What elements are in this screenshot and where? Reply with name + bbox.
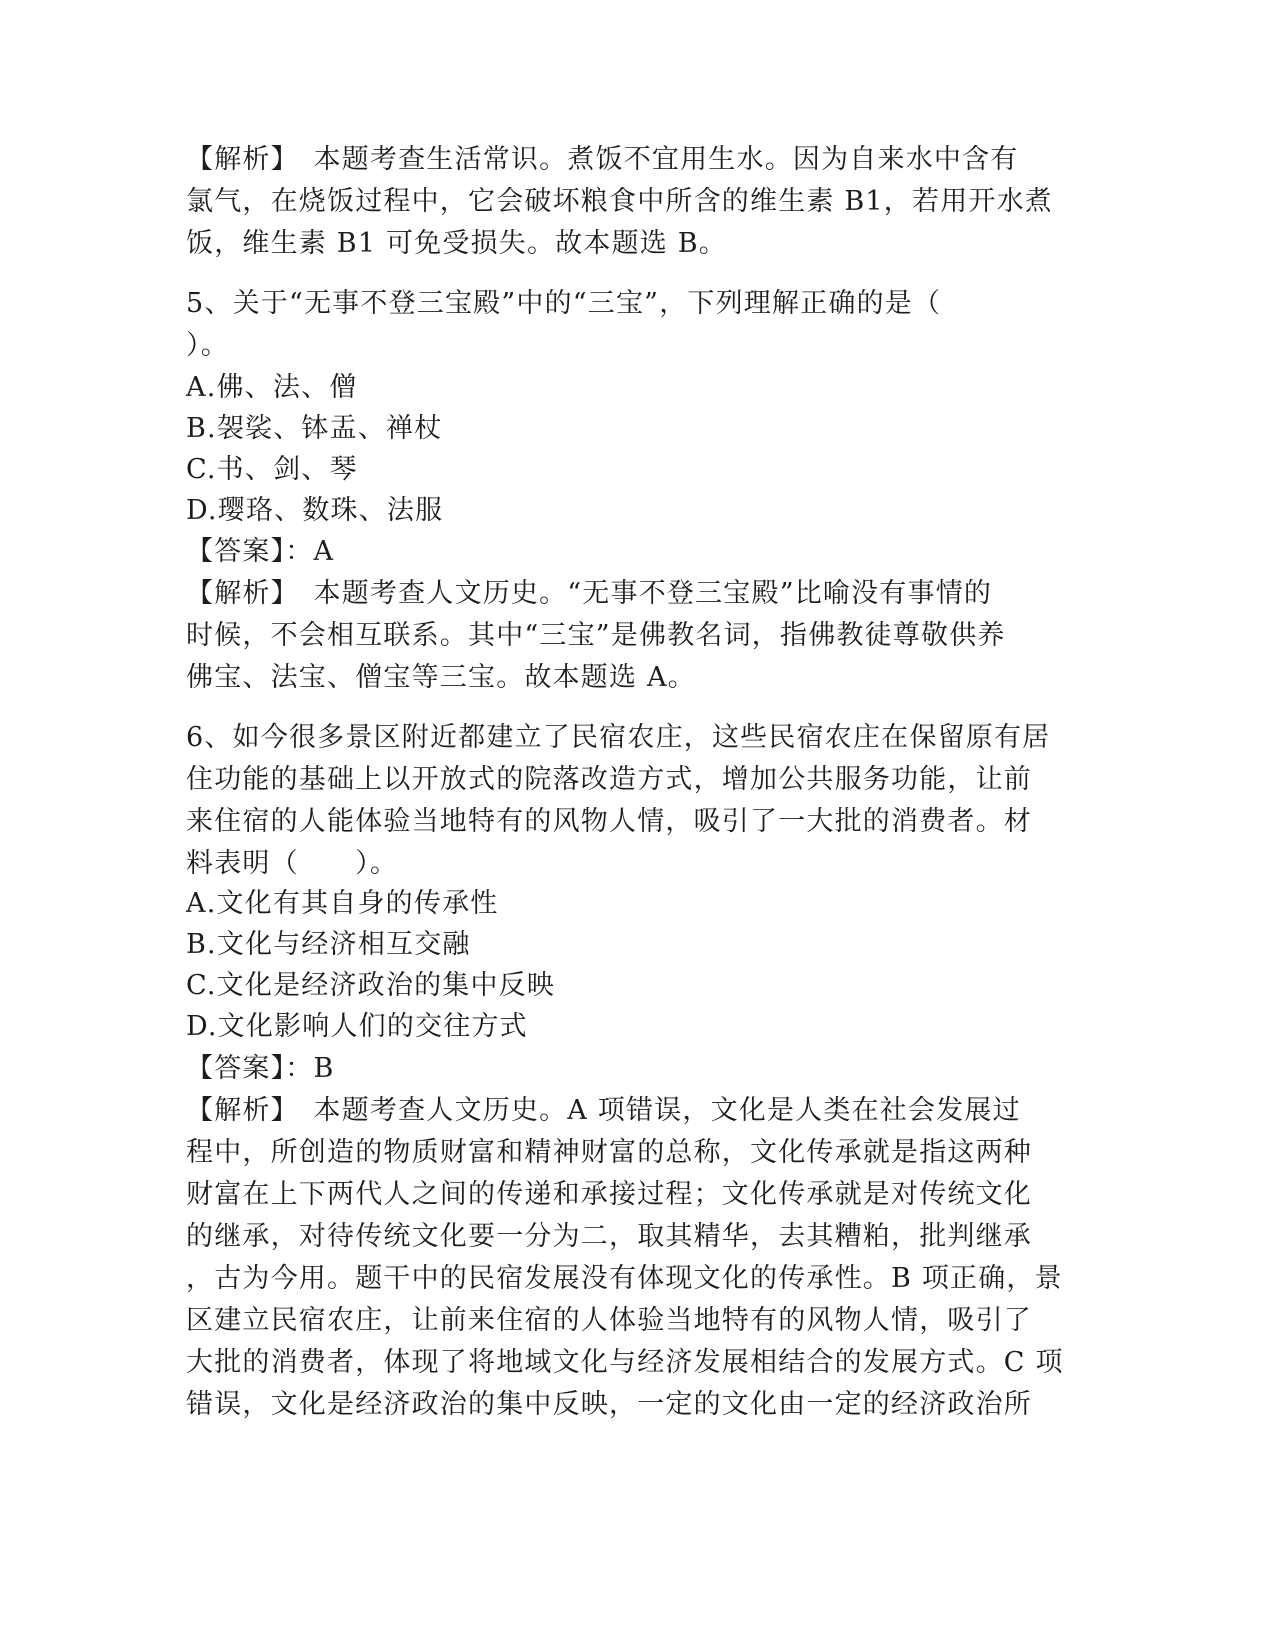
q5-explanation-line: 佛宝、法宝、僧宝等三宝。故本题选 A。 [186,662,696,693]
q5-option-a: A.佛、法、僧 [186,372,358,403]
q6-option-c: C.文化是经济政治的集中反映 [186,970,556,1001]
q5-option-c: C.书、剑、琴 [186,454,358,485]
q6-stem-line: 住功能的基础上以开放式的院落改造方式，增加公共服务功能，让前 [186,764,1032,795]
q5-option-b: B.袈裟、钵盂、禅杖 [186,413,443,444]
q5-explanation-line: 【解析】 本题考查人文历史。“无事不登三宝殿”比喻没有事情的 [186,578,993,609]
q6-stem-line: 来住宿的人能体验当地特有的风物人情，吸引了一大批的消费者。材 [186,806,1032,837]
q5-answer: 【答案】：A [186,536,335,567]
q6-explanation-line: 错误，文化是经济政治的集中反映，一定的文化由一定的经济政治所 [186,1389,1032,1420]
q6-explanation-line: 程中，所创造的物质财富和精神财富的总称，文化传承就是指这两种 [186,1137,1032,1168]
prev-explanation-line: 饭，维生素 B1 可免受损失。故本题选 B。 [186,228,728,259]
q6-explanation-line: 【解析】 本题考查人文历史。A 项错误，文化是人类在社会发展过 [186,1095,1021,1126]
q6-option-b: B.文化与经济相互交融 [186,929,471,960]
q6-stem-line: 6、如今很多景区附近都建立了民宿农庄，这些民宿农庄在保留原有居 [186,722,1051,753]
q6-explanation-line: 财富在上下两代人之间的传递和承接过程；文化传承就是对传统文化 [186,1179,1032,1210]
prev-explanation-line: 【解析】 本题考查生活常识。煮饭不宜用生水。因为自来水中含有 [186,144,1019,175]
q6-option-d: D.文化影响人们的交往方式 [186,1011,528,1042]
q6-explanation-line: 大批的消费者，体现了将地域文化与经济发展相结合的发展方式。C 项 [186,1347,1064,1378]
q5-stem-line: 5、关于“无事不登三宝殿”中的“三宝”，下列理解正确的是（ [186,288,942,319]
q6-explanation-line: 区建立民宿农庄，让前来住宿的人体验当地特有的风物人情，吸引了 [186,1305,1032,1336]
q6-stem-line: 料表明（ ）。 [186,848,399,879]
q6-explanation-line: ，古为今用。题干中的民宿发展没有体现文化的传承性。B 项正确，景 [186,1263,1063,1294]
prev-explanation-line: 氯气，在烧饭过程中，它会破坏粮食中所含的维生素 B1，若用开水煮 [186,186,1054,217]
q6-option-a: A.文化有其自身的传承性 [186,888,499,919]
q6-answer: 【答案】：B [186,1053,335,1084]
q5-option-d: D.璎珞、数珠、法服 [186,495,444,526]
q5-stem-line: ）。 [186,330,229,361]
q6-explanation-line: 的继承，对待传统文化要一分为二，取其精华，去其糟粕，批判继承 [186,1221,1032,1252]
q5-explanation-line: 时候，不会相互联系。其中“三宝”是佛教名词，指佛教徒尊敬供养 [186,620,1006,651]
